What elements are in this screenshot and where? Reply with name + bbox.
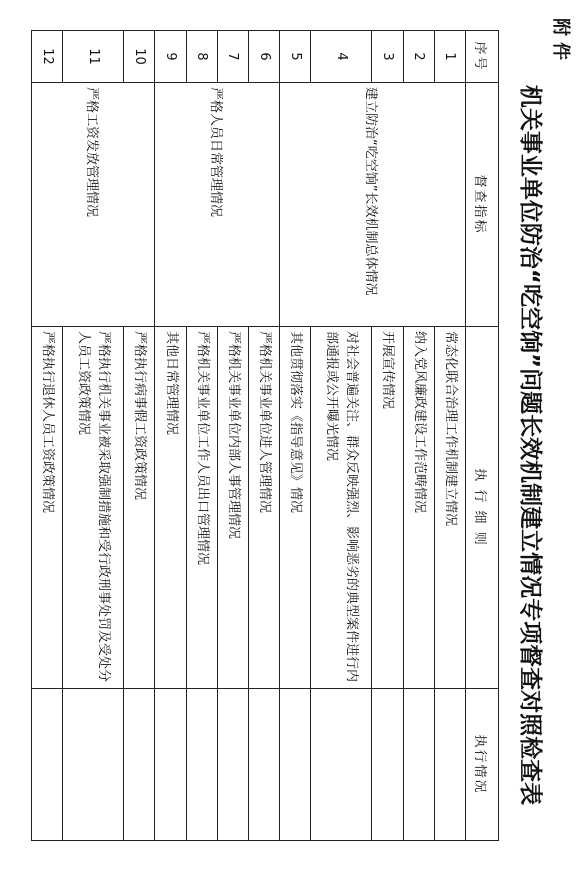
attachment-label: 附件 [550,18,571,66]
checklist-table [31,30,499,841]
page-title: 机关事业单位防治“吃空饷”问题长效机制建立情况专项督查对照检查表 [517,84,543,806]
detail-cell: 开展宣传情况 [372,327,403,689]
status-cell[interactable] [63,689,124,841]
detail-cell: 对社会普遍关注、群众反映强烈、影响恶劣的典型案件进行内部通报或公开曝光情况 [311,327,372,689]
status-cell[interactable] [280,689,311,841]
row-number: 7 [217,31,248,83]
status-cell[interactable] [403,689,434,841]
detail-cell: 严格执行机关事业被采取强制措施和受行政刑事处罚及受处分人员工资政策情况 [63,327,124,689]
detail-cell: 严格机关事业单位内部人事管理情况 [217,327,248,689]
row-number: 11 [63,31,124,83]
table-header-row [466,31,499,841]
detail-cell: 其他贯彻落实《指导意见》情况 [280,327,311,689]
status-cell[interactable] [32,689,63,841]
table-row [434,31,465,841]
row-number: 6 [249,31,280,83]
header-number: 序号 [466,31,499,83]
row-number: 12 [32,31,63,83]
detail-cell: 纳入党风廉政建设工作范畴情况 [403,327,434,689]
header-detail: 执 行 细 则 [466,327,499,689]
status-cell[interactable] [217,689,248,841]
row-number: 2 [403,31,434,83]
row-number: 5 [280,31,311,83]
row-number: 9 [155,31,186,83]
detail-cell: 其他日常管理情况 [155,327,186,689]
indicator-cell: 严格人员日常管理情况 [155,83,280,327]
indicator-cell: 建立防治“吃空饷”长效机制总体情况 [280,83,466,327]
status-cell[interactable] [311,689,372,841]
status-cell[interactable] [372,689,403,841]
header-status: 执行情况 [466,689,499,841]
status-cell[interactable] [155,689,186,841]
detail-cell: 严格机关事业单位进人管理情况 [249,327,280,689]
header-indicator: 督查指标 [466,83,499,327]
row-number: 10 [124,31,155,83]
row-number: 1 [434,31,465,83]
status-cell[interactable] [186,689,217,841]
status-cell[interactable] [124,689,155,841]
detail-cell: 严格执行退休人员工资政策情况 [32,327,63,689]
detail-cell: 严格机关事业单位工作人员出口管理情况 [186,327,217,689]
indicator-cell: 严格工资发放管理情况 [32,83,155,327]
row-number: 3 [372,31,403,83]
table-row [249,31,280,841]
detail-cell: 常态化联合治理工作机制建立情况 [434,327,465,689]
status-cell[interactable] [249,689,280,841]
status-cell[interactable] [434,689,465,841]
detail-cell: 严格执行病事假工资政策情况 [124,327,155,689]
row-number: 8 [186,31,217,83]
row-number: 4 [311,31,372,83]
table-row [124,31,155,841]
